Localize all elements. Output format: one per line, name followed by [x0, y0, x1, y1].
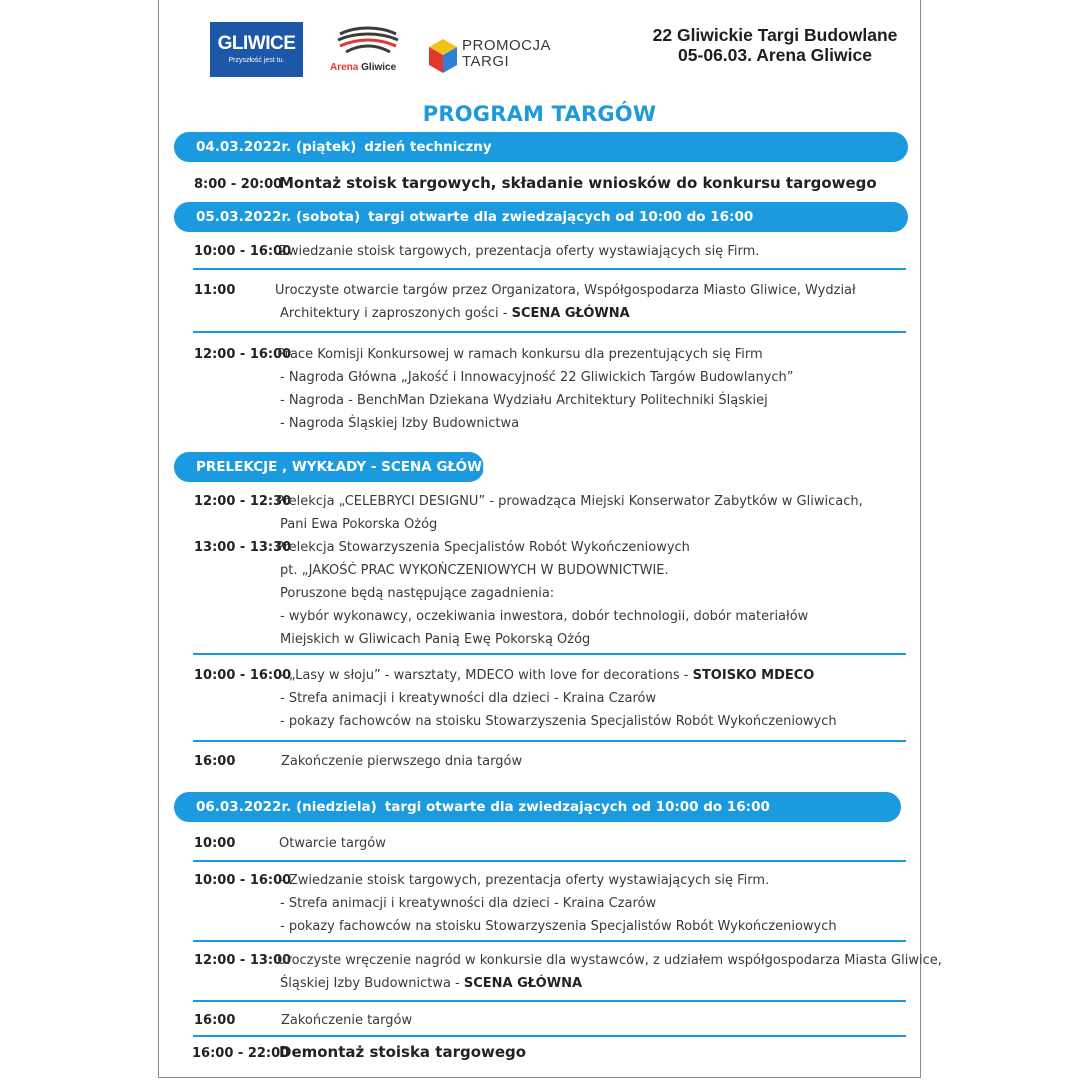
lecture2-line4: - wybór wykonawcy, oczekiwania inwestora, dobór technologii, dobór materiałów — [280, 609, 809, 624]
lecture1-time: 12:00 - 12:30 — [194, 494, 292, 509]
day2-item4-line3: - pokazy fachowców na stoisku Stowarzyszenia Specjalistów Robót Wykończeniowych — [280, 714, 837, 729]
day2-item2-line1: Uroczyste otwarcie targów przez Organizatora, Współgospodarza Miasto Gliwice, Wydział — [275, 283, 856, 298]
day2-item3-line3: - Nagroda - BenchMan Dziekana Wydziału Architektury Politechniki Śląskiej — [280, 393, 768, 408]
day3-item3-line1: Uroczyste wręczenie nagród w konkursie dla wystawców, z udziałem współgospodarza Miasta Gliwice, — [277, 953, 942, 968]
promocja-targi-logo — [428, 36, 568, 76]
arena-logo-part1: Arena — [330, 62, 359, 73]
separator — [193, 653, 906, 655]
lecture2-time: 13:00 - 13:30 — [194, 540, 292, 555]
day3-item2-line3: - pokazy fachowców na stoisku Stowarzyszenia Specjalistów Robót Wykończeniowych — [280, 919, 837, 934]
gliwice-logo — [210, 22, 303, 77]
promocja-logo-line1: PROMOCJA — [462, 37, 552, 54]
day3-banner — [174, 792, 901, 822]
day2-item2-line2-strong: SCENA GŁÓWNA — [511, 306, 630, 321]
day2-banner-date: 05.03.2022r. (sobota) — [196, 209, 361, 225]
day2-item1-time: 10:00 - 16:00 — [194, 244, 292, 259]
day2-item2-line2-text: Architektury i zaproszonych gości - — [280, 306, 512, 321]
gliwice-logo-name: GLIWICE — [217, 33, 296, 54]
lecture2-line5: Miejskich w Gliwicach Panią Ewę Pokorską Ożóg — [280, 632, 591, 647]
lecture2-line3: Poruszone będą następujące zagadnienia: — [280, 586, 555, 601]
day3-item1-time: 10:00 — [194, 836, 236, 851]
promocja-logo-text — [462, 38, 551, 70]
day2-item4-line1-text: - „Lasy w słoju” - warsztaty, MDECO with love for decorations - — [280, 668, 693, 683]
day2-banner — [174, 202, 908, 232]
day1-banner — [174, 132, 908, 162]
separator — [193, 860, 906, 862]
arena-logo-text — [330, 62, 396, 73]
event-title-line1: 22 Gliwickie Targi Budowlane — [652, 25, 898, 45]
day2-item3-line4: - Nagroda Śląskiej Izby Budownictwa — [280, 416, 520, 431]
day2-item5-text: Zakończenie pierwszego dnia targów — [281, 754, 523, 769]
separator — [193, 1000, 906, 1002]
day1-banner-desc: dzień techniczny — [364, 139, 492, 155]
day2-item5-time: 16:00 — [194, 754, 236, 769]
event-title-line2: 05-06.03. Arena Gliwice — [678, 45, 872, 65]
arena-swoosh-icon — [336, 26, 400, 56]
lectures-banner-text: PRELEKCJE , WYKŁADY - SCENA GŁÓWNA — [196, 459, 504, 475]
day1-item1-text: Montaż stoisk targowych, składanie wniosków do konkursu targowego — [279, 174, 877, 192]
day3-item3-line2-text: Śląskiej Izby Budownictwa - — [280, 976, 464, 991]
promocja-logo-line2: TARGI — [462, 53, 510, 70]
promocja-cube-icon — [428, 38, 458, 74]
separator — [193, 268, 906, 270]
day3-item5-text: Demontaż stoiska targowego — [279, 1043, 527, 1061]
lecture2-line2: pt. „JAKOŚĆ PRAC WYKOŃCZENIOWYCH W BUDOWNICTWIE. — [280, 563, 669, 578]
separator — [193, 940, 906, 942]
day2-item4-line1 — [280, 668, 814, 684]
day1-banner-date: 04.03.2022r. (piątek) — [196, 139, 357, 155]
day3-item4-text: Zakończenie targów — [281, 1013, 413, 1028]
day2-item3-time: 12:00 - 16:00 — [194, 347, 292, 362]
lecture2-line1: Prelekcja Stowarzyszenia Specjalistów Robót Wykończeniowych — [276, 540, 690, 555]
arena-gliwice-logo — [328, 26, 408, 74]
separator — [193, 1035, 906, 1037]
day1-item1-time: 8:00 - 20:00 — [194, 177, 283, 192]
day3-item3-time: 12:00 - 13:00 — [194, 953, 292, 968]
day2-item3-line2: - Nagroda Główna „Jakość i Innowacyjność 22 Gliwickich Targów Budowlanych” — [280, 370, 794, 385]
day2-item4-line1-strong: STOISKO MDECO — [692, 668, 815, 683]
day3-banner-desc: targi otwarte dla zwiedzających od 10:00 do 16:00 — [384, 799, 770, 815]
day2-item3-line1: Prace Komisji Konkursowej w ramach konkursu dla prezentujących się Firm — [277, 347, 763, 362]
day3-item3-line2 — [280, 976, 582, 992]
separator — [193, 331, 906, 333]
day3-item4-time: 16:00 — [194, 1013, 236, 1028]
day2-banner-desc: targi otwarte dla zwiedzających od 10:00 do 16:00 — [368, 209, 754, 225]
lectures-banner — [174, 452, 504, 482]
lecture1-line2: Pani Ewa Pokorska Ożóg — [280, 517, 438, 532]
event-title — [620, 25, 930, 65]
day2-item1-text: Zwiedzanie stoisk targowych, prezentacja oferty wystawiających się Firm. — [279, 244, 760, 259]
day2-item2-line2 — [280, 306, 630, 322]
day3-banner-date: 06.03.2022r. (niedziela) — [196, 799, 377, 815]
day3-item2-line2: - Strefa animacji i kreatywności dla dzieci - Kraina Czarów — [280, 896, 657, 911]
program-title: PROGRAM TARGÓW — [422, 102, 657, 126]
lecture1-line1: Prelekcja „CELEBRYCI DESIGNU” - prowadząca Miejski Konserwator Zabytków w Gliwicach, — [276, 494, 863, 509]
day2-item4-time: 10:00 - 16:00 — [194, 668, 292, 683]
day2-item4-line2: - Strefa animacji i kreatywności dla dzieci - Kraina Czarów — [280, 691, 657, 706]
day3-item3-line2-strong: SCENA GŁÓWNA — [463, 976, 583, 991]
arena-logo-part2: Gliwice — [361, 62, 397, 73]
day3-item5-time: 16:00 - 22:00 — [192, 1046, 290, 1061]
day3-item2-line1: - Zwiedzanie stoisk targowych, prezentacja oferty wystawiających się Firm. — [280, 873, 770, 888]
separator — [193, 740, 906, 742]
gliwice-logo-tagline: Przyszłość jest tu. — [228, 57, 285, 64]
day3-item1-text: Otwarcie targów — [279, 836, 386, 851]
day2-item2-time: 11:00 — [194, 283, 236, 298]
day3-item2-time: 10:00 - 16:00 — [194, 873, 292, 888]
